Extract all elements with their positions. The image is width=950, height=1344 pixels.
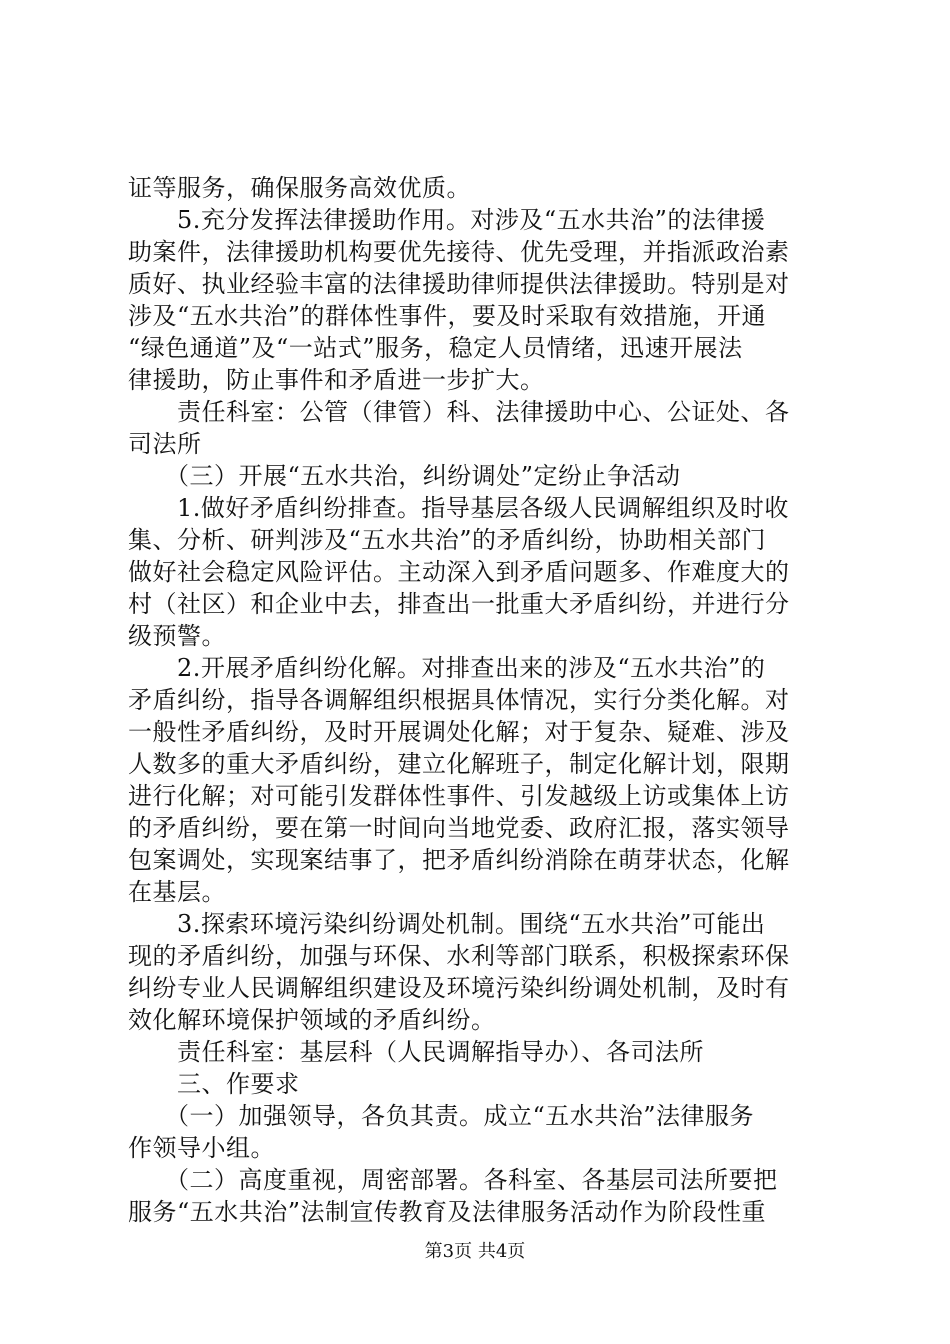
page-number: 第3页 共4页	[424, 1241, 526, 1262]
text-line: 司法所	[128, 430, 202, 458]
text-line: 律援助，防止事件和矛盾进一步扩大。	[128, 366, 545, 394]
text-line: “绿色通道”及“一站式”服务，稳定人员情绪，迅速开展法	[128, 334, 743, 362]
text-line: 助案件，法律援助机构要优先接待、优先受理，并指派政治素	[128, 238, 790, 266]
text-line: 做好社会稳定风险评估。主动深入到矛盾问题多、作难度大的	[128, 558, 790, 586]
text-line: 的矛盾纠纷，要在第一时间向当地党委、政府汇报，落实领导	[128, 814, 790, 842]
text-line: 质好、执业经验丰富的法律援助律师提供法律援助。特别是对	[128, 270, 790, 298]
text-line: 2.开展矛盾纠纷化解。对排查出来的涉及“五水共治”的	[128, 654, 766, 682]
text-line: 3.探索环境污染纠纷调处机制。围绕“五水共治”可能出	[128, 910, 766, 938]
text-line: 村（社区）和企业中去，排查出一批重大矛盾纠纷，并进行分	[128, 590, 790, 618]
text-line: （二）高度重视，周密部署。各科室、各基层司法所要把	[128, 1166, 778, 1194]
text-line: 人数多的重大矛盾纠纷，建立化解班子，制定化解计划，限期	[128, 750, 790, 778]
text-line: 纠纷专业人民调解组织建设及环境污染纠纷调处机制，及时有	[128, 974, 790, 1002]
text-line: 级预警。	[128, 622, 226, 650]
text-line: 5.充分发挥法律援助作用。对涉及“五水共治”的法律援	[128, 206, 766, 234]
text-line: 现的矛盾纠纷，加强与环保、水利等部门联系，积极探索环保	[128, 942, 790, 970]
section-heading: （三）开展“五水共治，纠纷调处”定纷止争活动	[128, 462, 681, 490]
text-line: 效化解环境保护领域的矛盾纠纷。	[128, 1006, 496, 1034]
text-line: 责任科室：基层科（人民调解指导办）、各司法所	[128, 1038, 704, 1066]
text-line: 涉及“五水共治”的群体性事件，要及时采取有效措施，开通	[128, 302, 767, 330]
text-line: 进行化解；对可能引发群体性事件、引发越级上访或集体上访	[128, 782, 790, 810]
text-line: 作领导小组。	[128, 1134, 275, 1162]
text-line: 矛盾纠纷，指导各调解组织根据具体情况，实行分类化解。对	[128, 686, 790, 714]
text-line: 集、分析、研判涉及“五水共治”的矛盾纠纷，协助相关部门	[128, 526, 767, 554]
text-line: 一般性矛盾纠纷，及时开展调处化解；对于复杂、疑难、涉及	[128, 718, 790, 746]
text-line: 责任科室：公管（律管）科、法律援助中心、公证处、各	[128, 398, 790, 426]
text-line: 服务“五水共治”法制宣传教育及法律服务活动作为阶段性重	[128, 1198, 767, 1226]
text-line: 1.做好矛盾纠纷排查。指导基层各级人民调解组织及时收	[128, 494, 789, 522]
section-heading: 三、作要求	[128, 1070, 300, 1098]
text-line: 包案调处，实现案结事了，把矛盾纠纷消除在萌芽状态，化解	[128, 846, 790, 874]
text-line: （一）加强领导，各负其责。成立“五水共治”法律服务	[128, 1102, 755, 1130]
text-line: 在基层。	[128, 878, 226, 906]
text-line: 证等服务，确保服务高效优质。	[128, 174, 471, 202]
